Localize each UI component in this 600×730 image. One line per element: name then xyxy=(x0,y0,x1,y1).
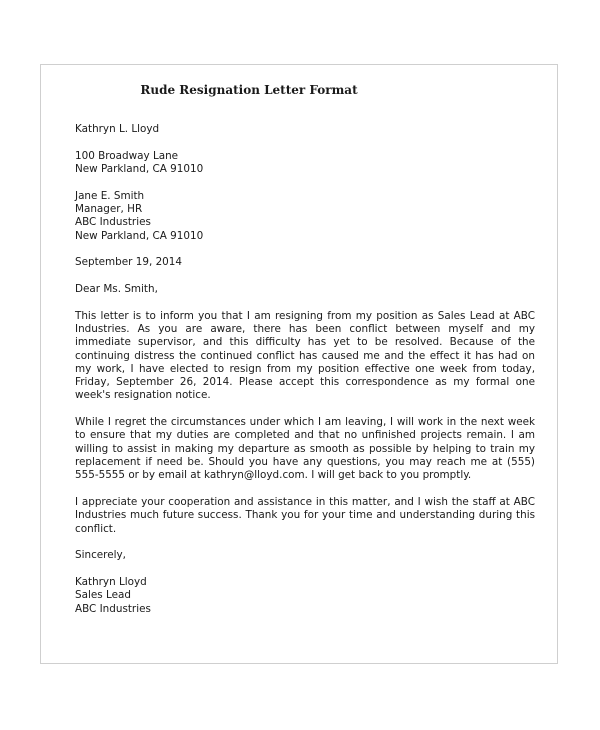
recipient-company: ABC Industries xyxy=(75,216,151,229)
sender-block xyxy=(75,123,535,136)
sender-name: Kathryn L. Lloyd xyxy=(75,123,160,135)
recipient-block xyxy=(75,190,535,243)
signature-company: ABC Industries xyxy=(75,602,151,615)
signature-block xyxy=(75,576,535,616)
sender-address-line2: New Parkland, CA 91010 xyxy=(75,162,204,175)
letter-date: September 19, 2014 xyxy=(75,256,183,269)
closing: Sincerely, xyxy=(75,549,126,562)
signature-name: Kathryn Lloyd xyxy=(75,575,147,588)
paragraph-3: I appreciate your cooperation and assistance in this matter, and I wish the staff at ABC Industries much future success. Thank you for your time and understanding during this conflict. xyxy=(75,495,535,535)
recipient-name: Jane E. Smith xyxy=(75,189,145,202)
paragraph-2: While I regret the circumstances under which I am leaving, I will work in the next week to ensure that my duties are completed and that no unfinished projects remain. I am willing to assist in making my departure as smooth as possible by helping to train my replacement if need be. Should you have any questions, you may reach me at (555) 555-5555 or by email at kathryn@lloyd.com. I will get back to you promptly. xyxy=(75,416,535,482)
sender-address-line1: 100 Broadway Lane xyxy=(75,149,179,162)
paragraph-1: This letter is to inform you that I am resigning from my position as Sales Lead at ABC Industries. As you are aware, there has been conflict between myself and my immediate supervisor, and this difficulty has yet to be resolved. Because of the continuing distress the continued conflict has caused me and the effect it has had on my work, I have elected to resign from my position effective one week from today, Friday, September 26, 2014. Please accept this correspondence as my formal one week's resignation notice. xyxy=(75,309,535,402)
recipient-city: New Parkland, CA 91010 xyxy=(75,229,204,242)
salutation: Dear Ms. Smith, xyxy=(75,282,158,295)
closing-block xyxy=(75,549,535,562)
letter-body xyxy=(75,123,535,629)
recipient-position: Manager, HR xyxy=(75,202,143,215)
date-block xyxy=(75,256,535,269)
sender-address xyxy=(75,150,535,177)
letter-page xyxy=(40,64,558,664)
document-title: Rude Resignation Letter Format xyxy=(140,83,358,97)
signature-title: Sales Lead xyxy=(75,589,131,602)
salutation-block xyxy=(75,283,535,296)
